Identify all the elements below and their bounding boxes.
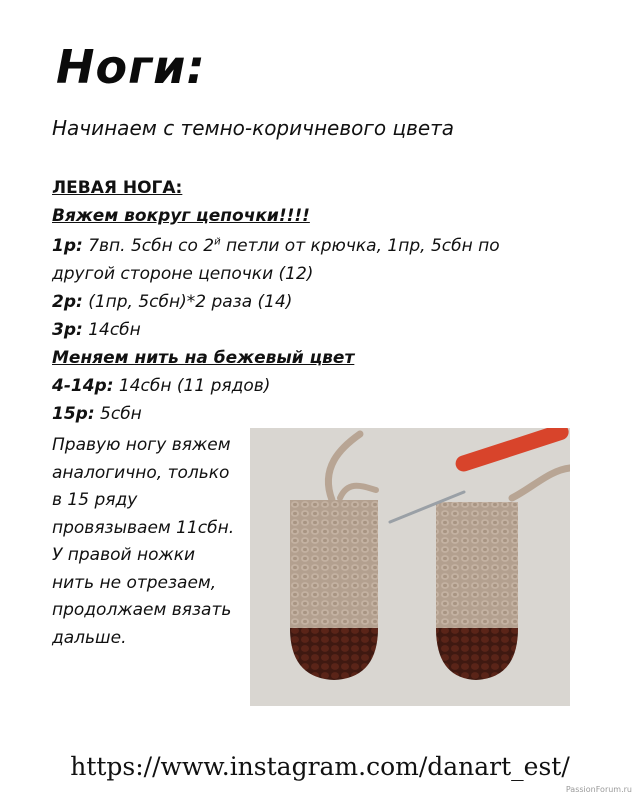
row-15-text: 5сбн xyxy=(100,404,142,424)
left-leg-piece xyxy=(290,500,378,680)
row-1-label: 1р: xyxy=(52,236,83,256)
crochet-legs-illustration xyxy=(250,428,570,706)
row-4-14-text: 14сбн (11 рядов) xyxy=(118,376,271,396)
row-1-continuation: другой стороне цепочки (12) xyxy=(52,264,314,284)
row-1 xyxy=(52,236,500,256)
instagram-link[interactable]: https://www.instagram.com/danart_est/ xyxy=(70,752,570,781)
row-3-text: 14сбн xyxy=(88,320,141,340)
row-15 xyxy=(52,404,142,424)
page-title: Ноги: xyxy=(56,40,206,94)
color-change-heading: Меняем нить на бежевый цвет xyxy=(52,348,355,368)
chain-heading: Вяжем вокруг цепочки!!!! xyxy=(52,206,310,226)
left-leg-heading: ЛЕВАЯ НОГА: xyxy=(52,178,183,198)
row-2 xyxy=(52,292,292,312)
row-1-text: 7вп. 5сбн со 2 xyxy=(88,236,215,256)
row-1-superscript: й xyxy=(214,236,221,248)
row-2-text: (1пр, 5сбн)*2 раза (14) xyxy=(88,292,293,312)
subtitle: Начинаем с темно-коричневого цвета xyxy=(52,116,455,140)
row-3-label: 3р: xyxy=(52,320,83,340)
crochet-legs-photo xyxy=(250,428,570,706)
watermark: PassionForum.ru xyxy=(565,785,632,794)
row-2-label: 2р: xyxy=(52,292,83,312)
row-4-14-label: 4-14р: xyxy=(52,376,114,396)
row-4-14 xyxy=(52,376,270,396)
right-leg-piece xyxy=(436,502,518,680)
right-leg-text: Правую ногу вяжем аналогично, только в 15 ряду провязываем 11сбн. У правой ножки нить не отрезаем, продолжаем вязать дальше. xyxy=(52,435,235,648)
row-1-tail: петли от крючка, 1пр, 5сбн по xyxy=(226,236,500,256)
row-3 xyxy=(52,320,141,340)
row-15-label: 15р: xyxy=(52,404,95,424)
